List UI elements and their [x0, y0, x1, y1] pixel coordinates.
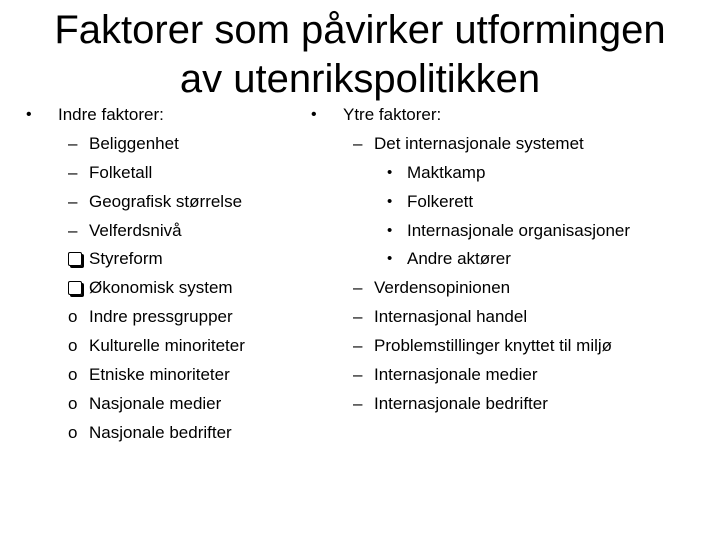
list-item	[311, 332, 711, 361]
dash-icon: –	[68, 162, 78, 182]
circle-bullet-icon: o	[68, 307, 78, 327]
list-item-internal-heading	[26, 101, 326, 130]
list-item	[26, 303, 326, 332]
bullet-icon: •	[387, 250, 393, 268]
sub-list-item	[311, 188, 711, 217]
list-item-label: Kulturelle minoriteter	[89, 336, 245, 356]
list-item	[26, 419, 326, 448]
list-item-label: Beliggenhet	[89, 133, 179, 153]
list-item	[26, 274, 326, 303]
sub-list-item-label: Internasjonale organisasjoner	[407, 220, 631, 240]
slide-title	[20, 6, 700, 104]
list-item	[311, 130, 711, 159]
sub-list-item	[311, 217, 711, 246]
list-item-label: Problemstillinger knyttet til miljø	[374, 336, 613, 356]
slide-title-line-1: Faktorer som påvirker utformingen	[54, 8, 666, 52]
circle-bullet-icon: o	[68, 422, 78, 442]
list-item	[311, 303, 711, 332]
dash-icon: –	[353, 393, 363, 413]
sub-list-item-label: Andre aktører	[407, 249, 511, 269]
list-item-label: Økonomisk system	[89, 278, 233, 298]
checkbox-bullet-icon	[68, 274, 82, 303]
list-item	[26, 188, 326, 217]
list-item	[311, 361, 711, 390]
circle-bullet-icon: o	[68, 336, 78, 356]
list-item	[26, 390, 326, 419]
dash-icon: –	[353, 365, 363, 385]
circle-bullet-icon: o	[68, 393, 78, 413]
list-item-label: Internasjonale bedrifter	[374, 393, 548, 413]
sub-list-item-label: Folkerett	[407, 191, 474, 211]
sub-list-item	[311, 159, 711, 188]
bullet-icon: •	[387, 192, 393, 210]
dash-icon: –	[353, 278, 363, 298]
list-item-label: Det internasjonale systemet	[374, 133, 584, 153]
list-item-label: Etniske minoriteter	[89, 365, 230, 385]
list-item	[26, 245, 326, 274]
list-item-label: Velferdsnivå	[89, 220, 182, 240]
sub-list-item	[311, 245, 711, 274]
list-item-label: Geografisk størrelse	[89, 191, 243, 211]
list-item	[26, 130, 326, 159]
dash-icon: –	[68, 133, 78, 153]
bullet-icon: •	[387, 221, 393, 239]
external-factors-heading: Ytre faktorer:	[343, 105, 442, 124]
dash-icon: –	[353, 133, 363, 153]
list-item-label: Verdensopinionen	[374, 278, 511, 298]
list-item	[26, 159, 326, 188]
checkbox-bullet-icon	[68, 245, 82, 274]
list-item	[26, 332, 326, 361]
dash-icon: –	[353, 336, 363, 356]
list-item	[26, 217, 326, 246]
dash-icon: –	[68, 220, 78, 240]
list-item	[26, 361, 326, 390]
slide-title-line-2: av utenrikspolitikken	[179, 57, 541, 101]
bullet-icon: •	[311, 106, 317, 123]
list-item-external-heading	[311, 101, 711, 130]
list-item	[311, 274, 711, 303]
list-item-label: Nasjonale medier	[89, 393, 222, 413]
list-item-label: Internasjonale medier	[374, 365, 538, 385]
internal-factors-list	[26, 101, 326, 448]
list-item-label: Styreform	[89, 249, 163, 269]
list-item-label: Indre pressgrupper	[89, 307, 233, 327]
list-item	[311, 390, 711, 419]
bullet-icon: •	[387, 163, 393, 181]
sub-list-item-label: Maktkamp	[407, 162, 486, 182]
bullet-icon: •	[26, 106, 32, 123]
dash-icon: –	[68, 191, 78, 211]
list-item-label: Nasjonale bedrifter	[89, 422, 232, 442]
external-factors-list	[311, 101, 711, 419]
list-item-label: Internasjonal handel	[374, 307, 528, 327]
list-item-label: Folketall	[89, 162, 153, 182]
dash-icon: –	[353, 307, 363, 327]
internal-factors-heading: Indre faktorer:	[58, 105, 164, 124]
circle-bullet-icon: o	[68, 365, 78, 385]
